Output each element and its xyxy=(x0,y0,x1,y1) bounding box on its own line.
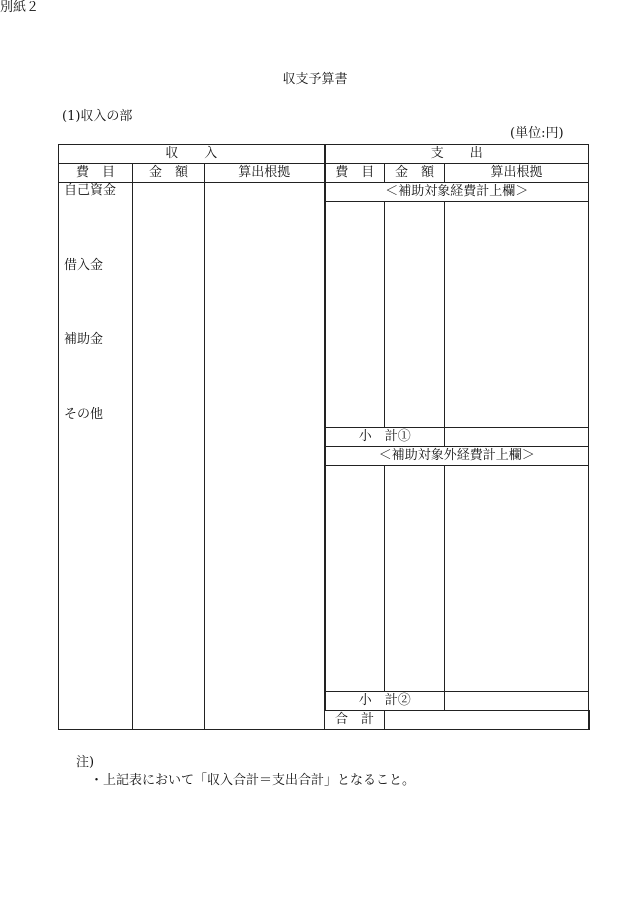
section-header-row xyxy=(59,145,589,164)
income-basis-cell[interactable] xyxy=(205,183,325,730)
income-item-loan: 借入金 xyxy=(64,258,104,273)
non-subsidy-amount-cell[interactable] xyxy=(385,466,445,692)
income-item-own-funds: 自己資金 xyxy=(64,183,117,198)
non-subsidy-item-cell[interactable] xyxy=(325,466,385,692)
income-col-amount: 金 額 xyxy=(133,164,205,183)
subsidy-amount-cell[interactable] xyxy=(385,202,445,428)
income-item-subsidy: 補助金 xyxy=(64,332,104,347)
expense-col-basis: 算出根拠 xyxy=(445,164,589,183)
non-subsidy-section-label: ＜補助対象外経費計上欄＞ xyxy=(325,447,589,466)
income-total-label: 合 計 xyxy=(325,711,385,730)
income-col-item: 費 目 xyxy=(59,164,133,183)
subtotal1-label: 小 計① xyxy=(325,428,445,447)
unit-label: (単位:円) xyxy=(510,126,564,141)
subtotal2-label: 小 計② xyxy=(325,692,445,711)
budget-table xyxy=(58,144,589,730)
subsidy-section-row xyxy=(59,183,589,202)
subtotal2-value[interactable] xyxy=(445,692,589,711)
subsidy-item-cell[interactable] xyxy=(325,202,385,428)
column-header-row xyxy=(59,164,589,183)
income-header: 収 入 xyxy=(59,145,325,164)
income-total-value[interactable] xyxy=(385,711,589,730)
subtotal1-value[interactable] xyxy=(445,428,589,447)
expense-header: 支 出 xyxy=(325,145,589,164)
section-title: (1)収入の部 xyxy=(62,109,133,124)
expense-col-amount: 金 額 xyxy=(385,164,445,183)
page-title: 収支予算書 xyxy=(282,72,348,87)
income-items-cell[interactable] xyxy=(59,183,133,730)
income-col-basis: 算出根拠 xyxy=(205,164,325,183)
notes-title: 注) xyxy=(76,755,95,770)
subsidy-basis-cell[interactable] xyxy=(445,202,589,428)
subsidy-section-label: ＜補助対象経費計上欄＞ xyxy=(325,183,589,202)
income-item-other: その他 xyxy=(64,407,104,422)
notes-line: ・上記表において「収入合計＝支出合計」となること。 xyxy=(90,773,416,788)
attachment-label: 別紙２ xyxy=(0,0,40,15)
income-amount-cell[interactable] xyxy=(133,183,205,730)
non-subsidy-basis-cell[interactable] xyxy=(445,466,589,692)
expense-col-item: 費 目 xyxy=(325,164,385,183)
